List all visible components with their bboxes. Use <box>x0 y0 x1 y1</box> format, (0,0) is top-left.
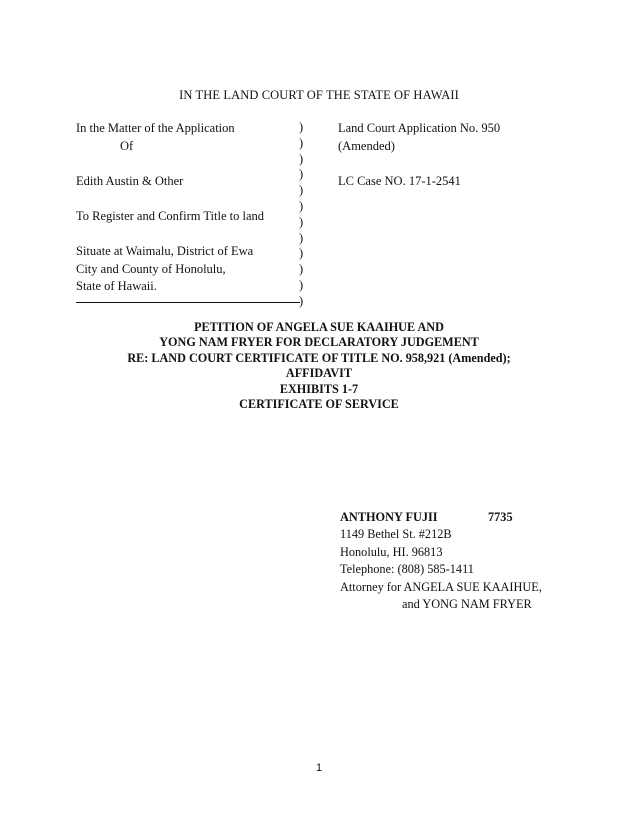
attorney-name: ANTHONY FUJII <box>340 510 438 524</box>
parenthesis: ) <box>299 293 304 308</box>
parenthesis: ) <box>299 246 304 261</box>
parenthesis: ) <box>299 214 304 229</box>
attorney-telephone: Telephone: (808) 585-1411 <box>340 562 474 577</box>
attorney-for-continued: and YONG NAM FRYER <box>402 596 532 611</box>
caption-of-line: Of <box>120 138 134 153</box>
caption-parenthesis-column <box>299 120 309 310</box>
court-heading: IN THE LAND COURT OF THE STATE OF HAWAII <box>179 88 459 102</box>
title-line: CERTIFICATE OF SERVICE <box>239 396 399 411</box>
caption-right-column <box>338 120 598 190</box>
caption-state-line: State of Hawaii. <box>76 279 157 294</box>
attorney-for: Attorney for ANGELA SUE KAAIHUE, <box>340 579 542 594</box>
parenthesis: ) <box>299 230 304 245</box>
caption-blank-line <box>76 226 306 244</box>
attorney-address-line2: Honolulu, HI. 96813 <box>340 544 443 559</box>
parenthesis: ) <box>299 135 304 150</box>
attorney-block <box>340 509 600 613</box>
parenthesis: ) <box>299 262 304 277</box>
caption-blank-line <box>338 155 598 173</box>
attorney-address-line1: 1149 Bethel St. #212B <box>340 527 452 542</box>
caption-register-line: To Register and Confirm Title to land <box>76 208 265 223</box>
case-number: LC Case NO. 17-1-2541 <box>338 173 461 188</box>
parenthesis: ) <box>299 183 304 198</box>
caption-situate-line: Situate at Waimalu, District of Ewa <box>76 244 254 259</box>
title-line: AFFIDAVIT <box>285 366 353 381</box>
application-number: Land Court Application No. 950 <box>338 121 501 135</box>
title-line: YONG NAM FRYER FOR DECLARATORY JUDGEMENT <box>159 335 479 350</box>
caption-left-column <box>76 120 306 296</box>
caption-applicant-line: Edith Austin & Other <box>76 173 184 188</box>
parenthesis: ) <box>299 151 304 166</box>
parenthesis: ) <box>299 198 304 213</box>
caption-blank-line <box>76 190 306 208</box>
parenthesis: ) <box>299 120 304 134</box>
document-title <box>0 320 638 412</box>
title-line: EXHIBITS 1-7 <box>279 381 359 396</box>
caption-blank-line <box>76 155 306 173</box>
caption-underline <box>76 302 300 303</box>
caption-county-line: City and County of Honolulu, <box>76 261 226 276</box>
title-line: PETITION OF ANGELA SUE KAAIHUE AND <box>194 320 444 334</box>
caption-matter-line: In the Matter of the Application <box>76 121 235 135</box>
parenthesis: ) <box>299 167 304 182</box>
parenthesis: ) <box>299 277 304 292</box>
title-line: RE: LAND COURT CERTIFICATE OF TITLE NO. 958,921 (Amended); <box>127 350 511 365</box>
application-amended: (Amended) <box>338 138 395 153</box>
page-number: 1 <box>315 762 323 774</box>
attorney-bar-number: 7735 <box>488 510 513 524</box>
